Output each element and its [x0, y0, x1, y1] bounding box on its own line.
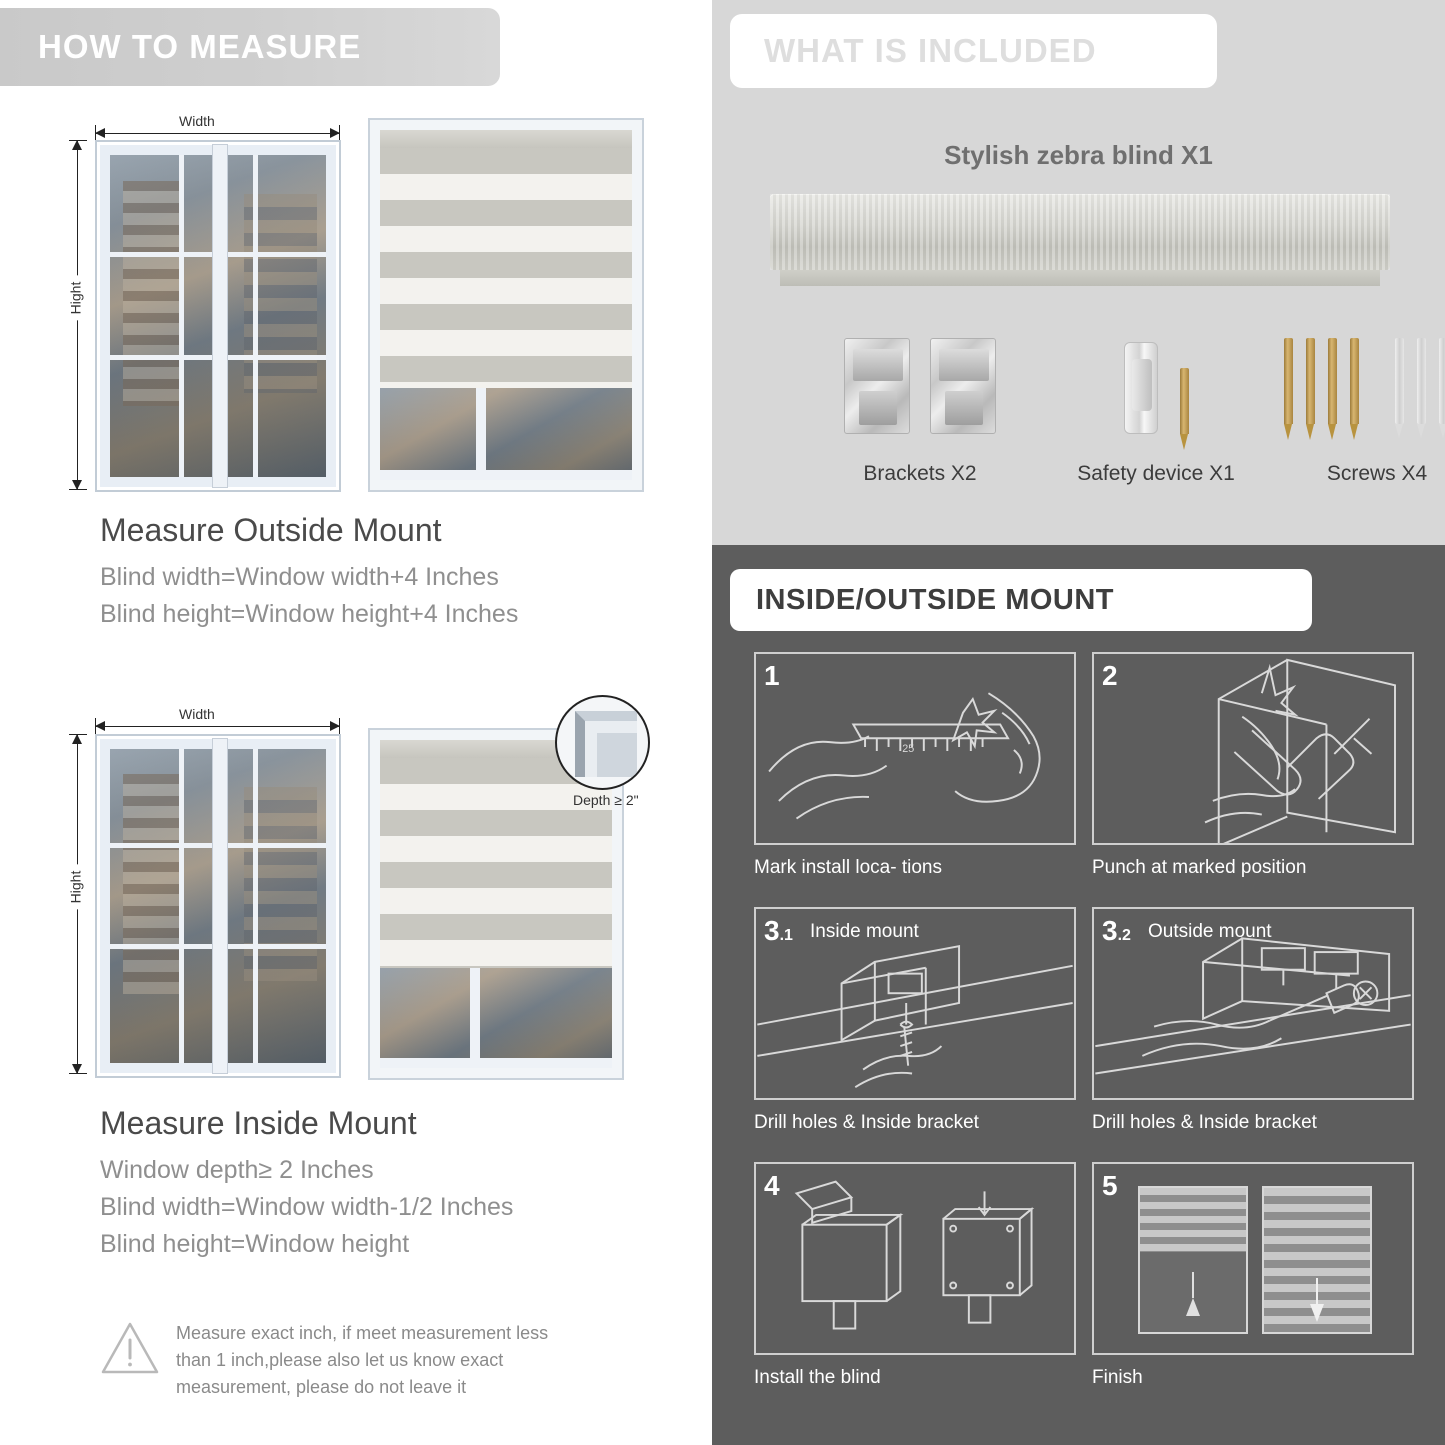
outside-height-dimension	[66, 140, 90, 490]
anchor-icon	[1417, 338, 1426, 424]
step-3-1-caption: Drill holes & Inside bracket	[754, 1112, 979, 1133]
right-column	[712, 0, 1445, 1445]
bracket-icon	[844, 338, 910, 434]
blind-fabric	[380, 148, 632, 388]
step-2-number: 2	[1102, 660, 1118, 691]
outside-height-label: Hight	[67, 276, 83, 321]
warning-icon	[100, 1320, 160, 1376]
step-4-caption: Install the blind	[754, 1367, 881, 1388]
inside-outside-mount-panel	[712, 545, 1445, 1445]
inside-mount-line2: Blind width=Window width-1/2 Inches	[100, 1193, 514, 1221]
step-3-1	[754, 907, 1076, 1134]
depth-label: Depth ≥ 2"	[573, 792, 639, 808]
step-1-caption: Mark install loca- tions	[754, 857, 942, 878]
inside-height-dimension	[66, 734, 90, 1074]
screw-icon	[1180, 368, 1189, 434]
step-3-1-number: 3.1	[764, 915, 793, 946]
step-1	[754, 652, 1076, 879]
how-to-measure-title: HOW TO MEASURE	[38, 28, 362, 65]
inside-outside-mount-banner	[730, 569, 1312, 631]
step-5-number: 5	[1102, 1170, 1118, 1201]
included-parts-row	[712, 330, 1445, 510]
part-safety-device	[1042, 330, 1270, 486]
safety-device-label: Safety device X1	[1077, 462, 1235, 485]
inside-height-label: Hight	[67, 865, 83, 910]
blind-window-below	[380, 388, 632, 480]
step-3-2-caption: Drill holes & Inside bracket	[1092, 1112, 1317, 1133]
step-1-number: 1	[764, 660, 780, 691]
screw-icon	[1350, 338, 1359, 424]
brackets-label: Brackets X2	[863, 462, 977, 485]
finished-blind-left	[1138, 1186, 1248, 1334]
outside-width-dimension	[95, 115, 340, 137]
how-to-measure-panel	[0, 0, 712, 1445]
step-4	[754, 1162, 1076, 1389]
screws-label: Screws X4	[1326, 462, 1428, 485]
step-3-2-number: 3.2	[1102, 915, 1131, 946]
step-3-2	[1092, 907, 1414, 1134]
blind-window-below	[380, 968, 612, 1068]
inside-mount-illustration	[0, 700, 712, 1100]
svg-text:25: 25	[902, 742, 915, 755]
step-1-illustration	[754, 652, 1076, 845]
measure-hand-sketch	[756, 654, 1074, 843]
step-3-1-subtitle: Inside mount	[810, 921, 919, 942]
safety-device-icon	[1124, 342, 1158, 434]
window-inside-mount	[97, 736, 339, 1076]
install-blind-sketch	[756, 1164, 1074, 1353]
inside-outside-mount-title: INSIDE/OUTSIDE MOUNT	[756, 583, 1115, 616]
note-line2: than 1 inch,please also let us know exact	[176, 1350, 504, 1370]
step-5-caption: Finish	[1092, 1367, 1143, 1388]
note-line3: measurement, please do not leave it	[176, 1377, 467, 1397]
what-is-included-panel	[712, 0, 1445, 545]
step-4-illustration	[754, 1162, 1076, 1355]
blind-outside-mount	[370, 120, 642, 490]
outside-mount-illustration	[0, 100, 712, 520]
inside-mount-title: Measure Inside Mount	[100, 1105, 417, 1141]
measurement-note-text	[176, 1320, 548, 1401]
outside-mount-text	[100, 512, 518, 629]
step-2	[1092, 652, 1414, 879]
step-3-2-subtitle: Outside mount	[1148, 921, 1272, 942]
anchor-icon	[1395, 338, 1404, 424]
note-line1: Measure exact inch, if meet measurement less	[176, 1323, 549, 1343]
step-2-caption: Punch at marked position	[1092, 857, 1307, 878]
finished-blind-right	[1262, 1186, 1372, 1334]
inside-mount-text	[100, 1105, 513, 1259]
bracket-icon	[930, 338, 996, 434]
step-3-1-illustration	[754, 907, 1076, 1100]
measurement-note	[100, 1320, 660, 1401]
screw-icon	[1284, 338, 1293, 424]
step-2-illustration	[1092, 652, 1414, 845]
depth-callout-circle	[555, 695, 650, 790]
drill-punch-sketch	[1094, 654, 1412, 843]
blind-headrail	[380, 130, 632, 150]
inside-mount-line1: Window depth≥ 2 Inches	[100, 1156, 374, 1184]
outside-mount-line1: Blind width=Window width+4 Inches	[100, 563, 499, 591]
how-to-measure-banner	[0, 8, 500, 86]
step-5-illustration	[1092, 1162, 1414, 1355]
included-main-item-label: Stylish zebra blind X1	[944, 140, 1213, 170]
screw-icon	[1306, 338, 1315, 424]
outside-bracket-sketch	[1094, 909, 1412, 1098]
step-4-number: 4	[764, 1170, 780, 1201]
outside-mount-title: Measure Outside Mount	[100, 512, 442, 548]
part-brackets	[810, 330, 1030, 486]
zebra-blind-headrail-image	[770, 194, 1390, 270]
part-screws	[1277, 330, 1445, 486]
inside-width-dimension	[95, 708, 340, 730]
what-is-included-banner	[730, 14, 1217, 88]
outside-mount-line2: Blind height=Window height+4 Inches	[100, 600, 519, 628]
inside-mount-line3: Blind height=Window height	[100, 1230, 410, 1258]
step-5	[1092, 1162, 1414, 1389]
what-is-included-title: WHAT IS INCLUDED	[764, 32, 1097, 69]
anchor-icon	[1439, 338, 1445, 424]
step-3-2-illustration	[1092, 907, 1414, 1100]
window-outside-mount	[97, 142, 339, 490]
blind-fabric	[380, 758, 612, 968]
inside-bracket-sketch	[756, 909, 1074, 1098]
screw-icon	[1328, 338, 1337, 424]
inside-width-label: Width	[173, 706, 221, 722]
outside-width-label: Width	[173, 113, 221, 129]
